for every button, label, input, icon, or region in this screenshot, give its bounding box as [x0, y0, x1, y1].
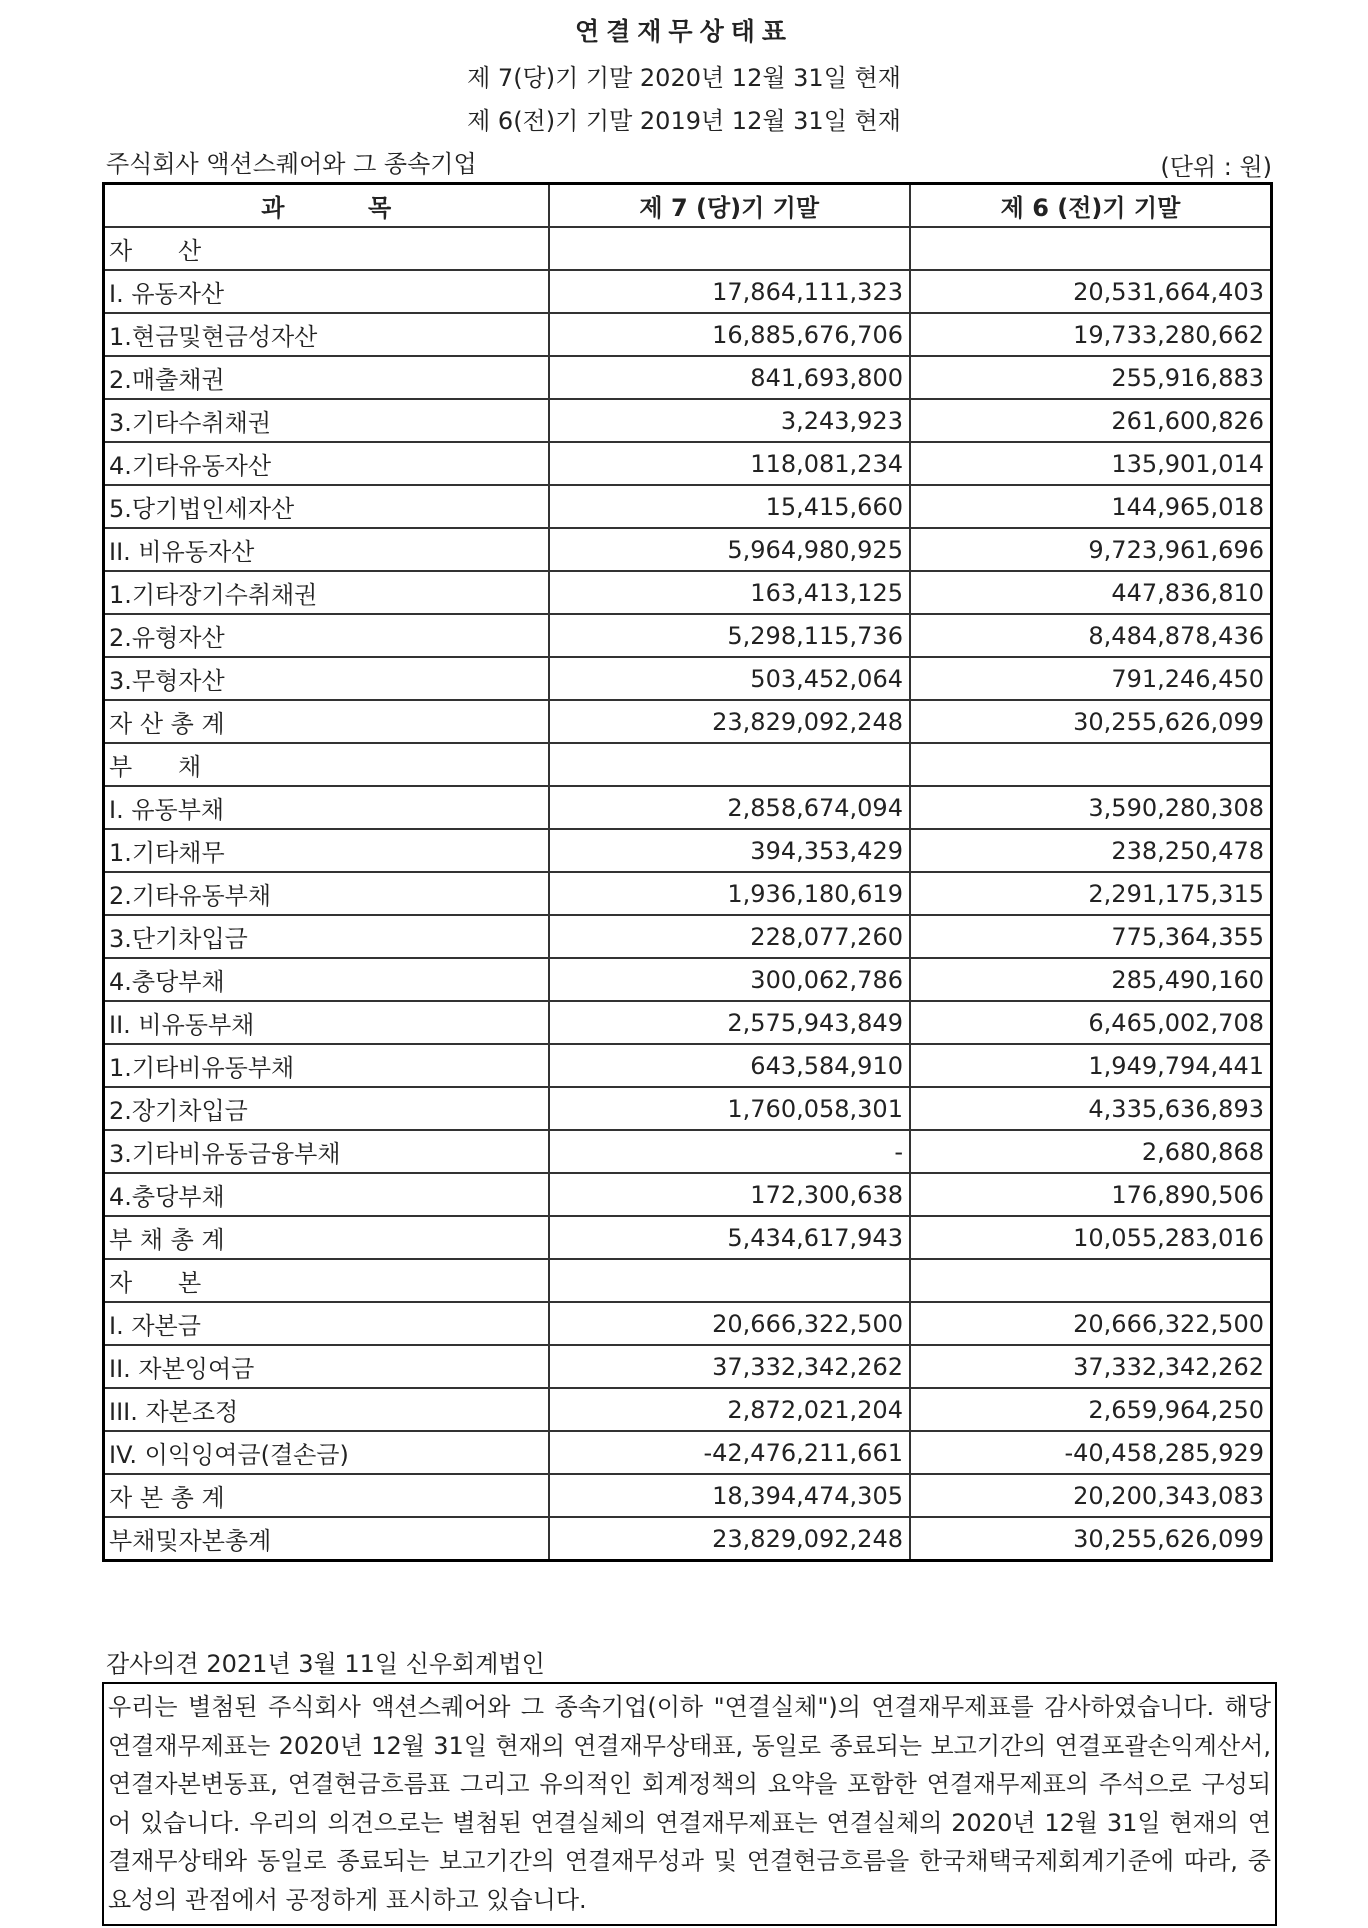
table-row: [104, 1517, 1272, 1561]
current-value: 5,298,115,736: [549, 614, 910, 657]
account-name: 5.당기법인세자산: [104, 485, 549, 528]
table-row: [104, 1044, 1272, 1087]
table-row: [104, 313, 1272, 356]
prior-value: [910, 227, 1272, 270]
prior-value: [910, 1259, 1272, 1302]
current-value: 5,964,980,925: [549, 528, 910, 571]
prior-value: 791,246,450: [910, 657, 1272, 700]
current-value: 118,081,234: [549, 442, 910, 485]
current-value: 23,829,092,248: [549, 700, 910, 743]
account-name: 부채및자본총계: [104, 1517, 549, 1561]
account-name: 자 산 총 계: [104, 700, 549, 743]
account-name: 2.매출채권: [104, 356, 549, 399]
account-name: 자 산: [104, 227, 549, 270]
current-value: 841,693,800: [549, 356, 910, 399]
account-name: 2.장기차입금: [104, 1087, 549, 1130]
table-row: [104, 485, 1272, 528]
prior-value: 2,659,964,250: [910, 1388, 1272, 1431]
table-header-row: [104, 184, 1272, 228]
unit-label: (단위 : 원): [1160, 153, 1272, 181]
current-value: 2,872,021,204: [549, 1388, 910, 1431]
table-row: [104, 1474, 1272, 1517]
prior-value: 3,590,280,308: [910, 786, 1272, 829]
current-value: 18,394,474,305: [549, 1474, 910, 1517]
period-current: 제 7(당)기 기말 2020년 12월 31일 현재: [467, 64, 901, 92]
prior-value: 2,680,868: [910, 1130, 1272, 1173]
table-row: [104, 958, 1272, 1001]
prior-value: 10,055,283,016: [910, 1216, 1272, 1259]
current-value: 16,885,676,706: [549, 313, 910, 356]
current-value: 643,584,910: [549, 1044, 910, 1087]
prior-value: 20,666,322,500: [910, 1302, 1272, 1345]
audit-opinion-heading: 감사의견 2021년 3월 11일 신우회계법인: [106, 1650, 545, 1678]
prior-value: 135,901,014: [910, 442, 1272, 485]
header-prior-period: 제 6 (전)기 기말: [910, 184, 1272, 228]
table-row: [104, 227, 1272, 270]
table-row: [104, 1431, 1272, 1474]
account-name: 4.기타유동자산: [104, 442, 549, 485]
page-title: 연결재무상태표: [574, 17, 794, 46]
account-name: IV. 이익잉여금(결손금): [104, 1431, 549, 1474]
account-name: III. 자본조정: [104, 1388, 549, 1431]
table-row: [104, 442, 1272, 485]
prior-value: 775,364,355: [910, 915, 1272, 958]
current-value: 2,858,674,094: [549, 786, 910, 829]
current-value: 1,936,180,619: [549, 872, 910, 915]
table-row: [104, 1001, 1272, 1044]
current-value: 394,353,429: [549, 829, 910, 872]
account-name: 2.유형자산: [104, 614, 549, 657]
account-name: 3.기타수취채권: [104, 399, 549, 442]
current-value: [549, 743, 910, 786]
table-row: [104, 872, 1272, 915]
prior-value: [910, 743, 1272, 786]
current-value: 1,760,058,301: [549, 1087, 910, 1130]
current-value: 23,829,092,248: [549, 1517, 910, 1561]
account-name: 3.기타비유동금융부채: [104, 1130, 549, 1173]
table-row: [104, 1302, 1272, 1345]
table-row: [104, 1388, 1272, 1431]
header-current-period: 제 7 (당)기 기말: [549, 184, 910, 228]
account-name: 부 채: [104, 743, 549, 786]
account-name: 1.기타비유동부채: [104, 1044, 549, 1087]
account-name: 3.무형자산: [104, 657, 549, 700]
period-prior: 제 6(전)기 기말 2019년 12월 31일 현재: [467, 107, 901, 135]
table-row: [104, 915, 1272, 958]
prior-value: 144,965,018: [910, 485, 1272, 528]
account-name: 1.기타채무: [104, 829, 549, 872]
prior-value: 30,255,626,099: [910, 700, 1272, 743]
balance-sheet-table: [102, 182, 1273, 1562]
prior-value: 9,723,961,696: [910, 528, 1272, 571]
table-row: [104, 356, 1272, 399]
prior-value: 20,200,343,083: [910, 1474, 1272, 1517]
current-value: 37,332,342,262: [549, 1345, 910, 1388]
table-row: [104, 1345, 1272, 1388]
prior-value: 2,291,175,315: [910, 872, 1272, 915]
prior-value: 19,733,280,662: [910, 313, 1272, 356]
prior-value: 238,250,478: [910, 829, 1272, 872]
prior-value: 261,600,826: [910, 399, 1272, 442]
account-name: 2.기타유동부채: [104, 872, 549, 915]
current-value: -: [549, 1130, 910, 1173]
account-name: I. 유동부채: [104, 786, 549, 829]
prior-value: 6,465,002,708: [910, 1001, 1272, 1044]
current-value: 172,300,638: [549, 1173, 910, 1216]
prior-value: -40,458,285,929: [910, 1431, 1272, 1474]
prior-value: 447,836,810: [910, 571, 1272, 614]
header-account: 과 목: [104, 184, 549, 228]
account-name: II. 자본잉여금: [104, 1345, 549, 1388]
prior-value: 255,916,883: [910, 356, 1272, 399]
current-value: 228,077,260: [549, 915, 910, 958]
current-value: 5,434,617,943: [549, 1216, 910, 1259]
prior-value: 285,490,160: [910, 958, 1272, 1001]
prior-value: 37,332,342,262: [910, 1345, 1272, 1388]
account-name: 1.기타장기수취채권: [104, 571, 549, 614]
account-name: II. 비유동부채: [104, 1001, 549, 1044]
account-name: I. 유동자산: [104, 270, 549, 313]
table-row: [104, 657, 1272, 700]
current-value: [549, 1259, 910, 1302]
account-name: 자 본: [104, 1259, 549, 1302]
table-row: [104, 1259, 1272, 1302]
account-name: 1.현금및현금성자산: [104, 313, 549, 356]
current-value: 20,666,322,500: [549, 1302, 910, 1345]
table-row: [104, 528, 1272, 571]
table-row: [104, 829, 1272, 872]
account-name: 자 본 총 계: [104, 1474, 549, 1517]
table-row: [104, 614, 1272, 657]
account-name: 3.단기차입금: [104, 915, 549, 958]
current-value: -42,476,211,661: [549, 1431, 910, 1474]
account-name: I. 자본금: [104, 1302, 549, 1345]
account-name: 4.충당부채: [104, 958, 549, 1001]
table-row: [104, 399, 1272, 442]
prior-value: 30,255,626,099: [910, 1517, 1272, 1561]
table-row: [104, 1087, 1272, 1130]
current-value: 15,415,660: [549, 485, 910, 528]
table-row: [104, 571, 1272, 614]
table-row: [104, 1216, 1272, 1259]
account-name: II. 비유동자산: [104, 528, 549, 571]
current-value: 163,413,125: [549, 571, 910, 614]
current-value: [549, 227, 910, 270]
prior-value: 4,335,636,893: [910, 1087, 1272, 1130]
current-value: 300,062,786: [549, 958, 910, 1001]
table-row: [104, 1173, 1272, 1216]
account-name: 부 채 총 계: [104, 1216, 549, 1259]
table-row: [104, 270, 1272, 313]
prior-value: 1,949,794,441: [910, 1044, 1272, 1087]
current-value: 503,452,064: [549, 657, 910, 700]
current-value: 2,575,943,849: [549, 1001, 910, 1044]
prior-value: 20,531,664,403: [910, 270, 1272, 313]
current-value: 17,864,111,323: [549, 270, 910, 313]
prior-value: 8,484,878,436: [910, 614, 1272, 657]
table-row: [104, 1130, 1272, 1173]
current-value: 3,243,923: [549, 399, 910, 442]
table-row: [104, 743, 1272, 786]
company-name: 주식회사 액션스퀘어와 그 종속기업: [106, 150, 477, 178]
account-name: 4.충당부채: [104, 1173, 549, 1216]
audit-opinion-text: 우리는 별첨된 주식회사 액션스퀘어와 그 종속기업(이하 "연결실체")의 연결재무제표를 감사하였습니다. 해당 연결재무제표는 2020년 12월 31일 현재의 연결재무상태표, 동일로 종료되는 보고기간의 연결포괄손익계산서, 연결자본변동표, 연결현금흐름표 그리고 유의적인 회계정책의 요약을 포함한 연결재무제표의 주석으로 구성되어 있습니다. 우리의 의견으로는 별첨된 연결실체의 연결재무제표는 연결실체의 2020년 12월 31일 현재의 연결재무상태와 동일로 종료되는 보고기간의 연결재무성과 및 연결현금흐름을 한국채택국제회계기준에 따라, 중요성의 관점에서 공정하게 표시하고 있습니다.: [102, 1682, 1277, 1926]
table-row: [104, 700, 1272, 743]
table-row: [104, 786, 1272, 829]
prior-value: 176,890,506: [910, 1173, 1272, 1216]
